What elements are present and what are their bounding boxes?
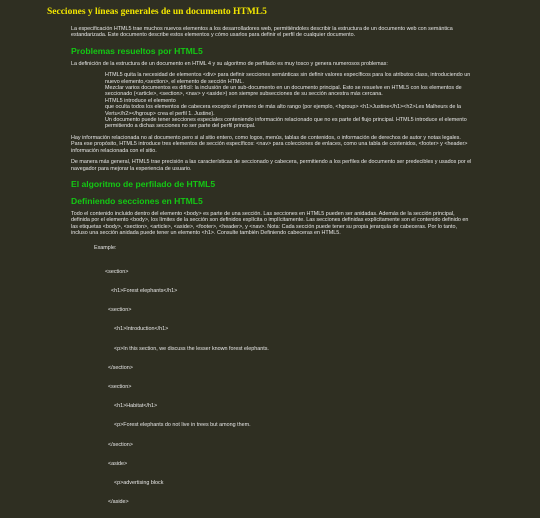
example-label: Example: <box>94 244 117 251</box>
defining-paragraph: Todo el contenido incluido dentro del elemento <body> es parte de una sección. Las secciones en HTML5 pueden ser anidadas. Además de la sección principal, definida por el elemento <body>, los límites de la sección son definidos explícita o implícitamente. Las secciones definidas explícitamente son el contenido definido en las etiquetas <body>, <section>, <article>, <aside>, <footer>, <header>, y <nav>. Nota: Cada sección puede tener su propia jerarquía de cabeceras. Por lo tanto, incluso una sección anidada puede tener un elemento <h1>. Consulte también Definiendo cabeceras en HTML5. <box>71 210 469 237</box>
code-line: <section> <box>105 307 132 314</box>
code-line: <section> <box>105 383 132 390</box>
intro-paragraph: La especificación HTML5 trae muchos nuevos elementos a los desarrolladores web, permitiéndoles describir la estructura de un documento web con semántica estandarizada. Este documento describe estos elementos y cómo usarlos para definir el perfil de cualquier documento. <box>71 26 453 39</box>
code-line: </aside> <box>105 499 129 506</box>
document-body <box>71 26 473 518</box>
quote-line: permitiendo a dichas secciones no ser parte del perfil principal. <box>105 123 256 130</box>
defining-heading: Definiendo secciones en HTML5 <box>71 195 203 206</box>
code-line: <p>Forest elephants do not live in trees but among them. <box>105 422 251 429</box>
code-line: <h1>Forest elephants</h1> <box>105 287 178 294</box>
code-line: <h1>Habitat</h1> <box>105 403 158 410</box>
problems-paragraph-2: Hay información relacionada no al documento pero si al sitio entero, como logos, menús, tablas de contenidos, o información de derechos de autor y notas legales. Para ese propósito, HTML5 introduce tres elementos de sección específicos: <nav> para colecciones de enlaces, como una tabla de contenidos, <footer> y <header> información relacionada con el sitio. <box>71 134 468 154</box>
problems-heading: Problemas resueltos por HTML5 <box>71 45 203 56</box>
quote-line: HTML5 introduce el elemento <box>105 97 176 104</box>
quote-line: que oculta todos los elementos de cabecera excepto el primero de más alto rango (por ejemplo, <hgroup> <h1>Justine</h1><h2>Les Malheurs de la Vertu</h2></hgroup> crea el perfil 1. Justine). <box>105 104 462 117</box>
page-title: Secciones y líneas generales de un documento HTML5 <box>47 7 267 17</box>
code-line: </section> <box>105 364 133 371</box>
code-line: </section> <box>105 441 133 448</box>
problems-paragraph-3: De manera más general, HTML5 trae precisión a las características de seccionado y cabecera, permitiendo a los perfiles de documento ser predecibles y usados por el navegador para mejorar la experiencia de usuario. <box>71 159 472 172</box>
algorithm-heading: El algoritmo de perfilado de HTML5 <box>71 178 216 189</box>
code-line: <p>advertising block <box>105 479 164 486</box>
code-line: <h1>Introduction</h1> <box>105 326 169 333</box>
code-line: <section> <box>105 268 129 275</box>
quote-line: Un documento puede tener secciones especiales conteniendo información relacionado que no es parte del flujo principal. HTML5 introduce el elemento <box>105 117 467 124</box>
code-line: <p>In this section, we discuss the lesser known forest elephants. <box>105 345 269 352</box>
problems-paragraph-1: La definición de la estructura de un documento en HTML 4 y su algoritmo de perfilado es muy tosco y genera numerosos problemas: <box>71 60 388 67</box>
quote-line: Mezclar varios documentos es difícil: la inclusión de un sub-documento en un documento principal. Esto se resuelve en HTML5 con los elementos de seccionado (<article>, <section>, <nav> y <aside>) son siempre subsecciones de su sección ancestra más cercana. <box>105 85 462 98</box>
code-line: <aside> <box>105 460 128 467</box>
problems-quote <box>105 72 473 130</box>
code-example <box>105 256 473 518</box>
quote-line: HTML5 quita la necesidad de elementos <div> para definir secciones semánticas sin definir valores específicos para los atributos class, introduciendo un nuevo elemento,<section>, el elemento de sección HTML. <box>105 72 471 85</box>
